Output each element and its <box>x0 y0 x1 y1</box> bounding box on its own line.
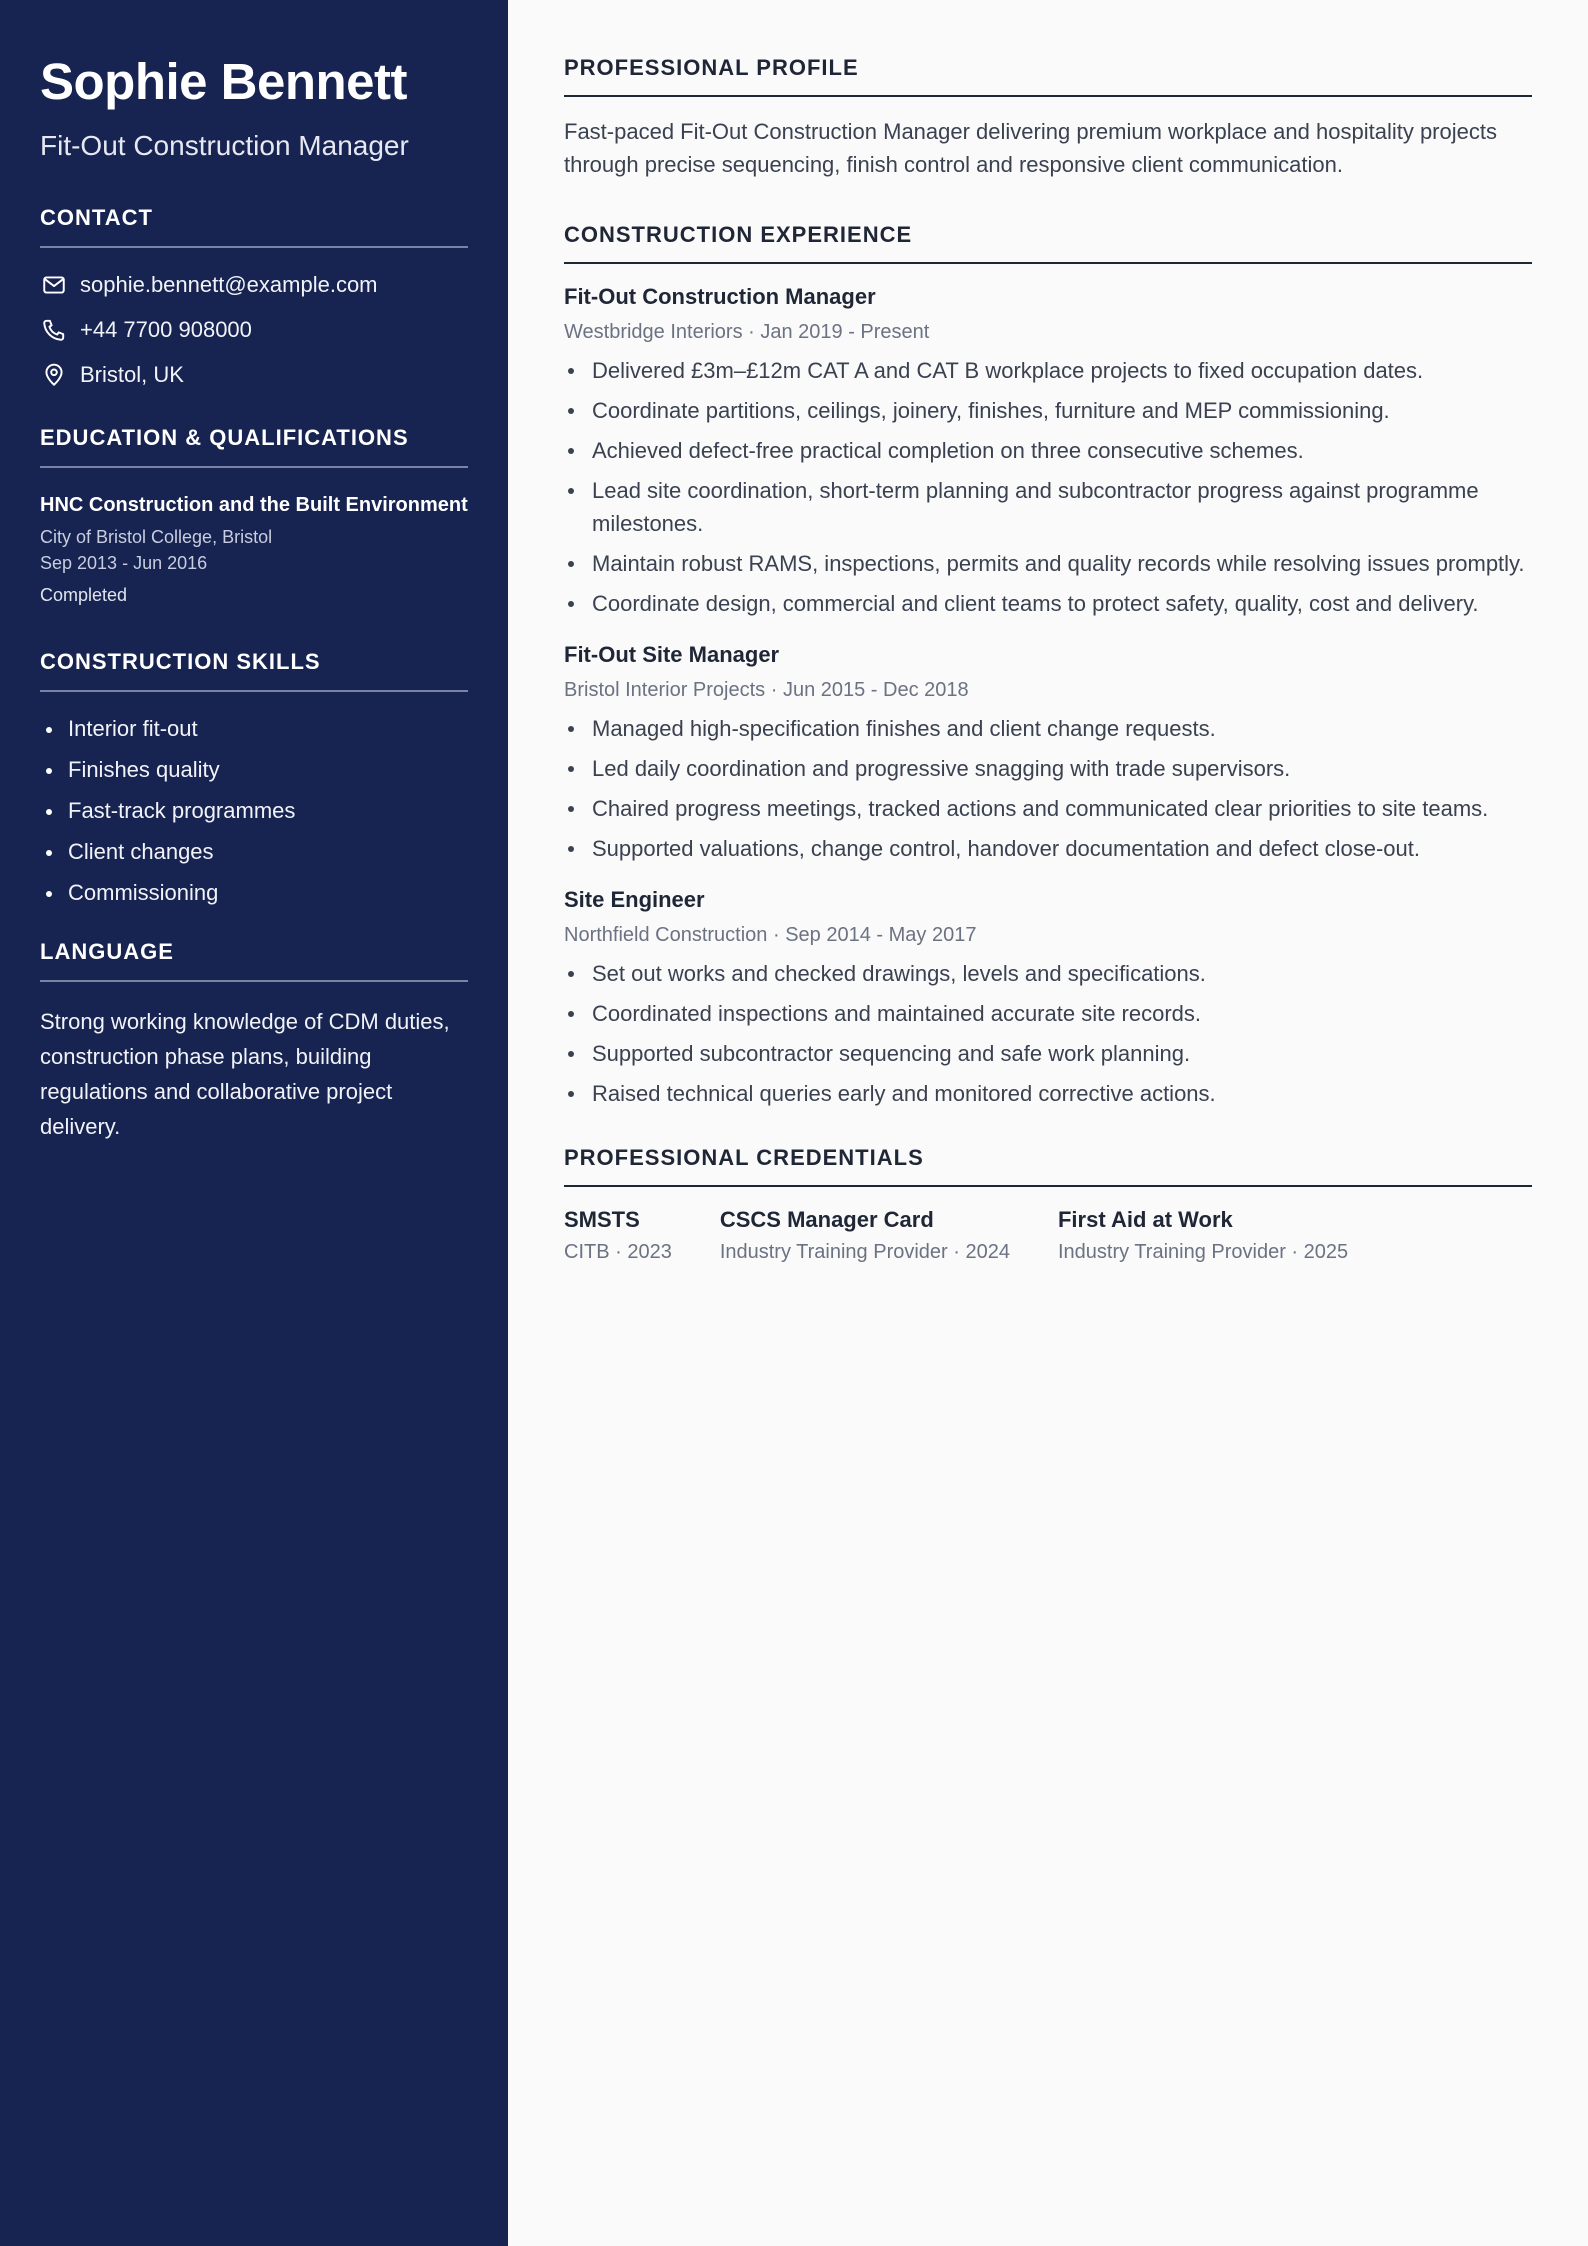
job-bullet: Raised technical queries early and monitored corrective actions. <box>564 1077 1532 1110</box>
job-title: Fit-Out Construction Manager <box>564 284 876 309</box>
skill-item: Client changes <box>40 837 468 867</box>
job-meta: Northfield Construction · Sep 2014 - May 2017 <box>564 924 977 946</box>
location-pin-icon <box>40 361 68 389</box>
contact-location-text: Bristol, UK <box>80 362 184 387</box>
skills-section <box>40 648 468 908</box>
job-bullet: Chaired progress meetings, tracked actions and communicated clear priorities to site teams. <box>564 792 1532 825</box>
job-entry <box>564 282 1532 620</box>
skills-heading: CONSTRUCTION SKILLS <box>40 648 468 692</box>
job-bullet: Led daily coordination and progressive snagging with trade supervisors. <box>564 752 1532 785</box>
job-title: Site Engineer <box>564 887 705 912</box>
job-bullet: Maintain robust RAMS, inspections, permits and quality records while resolving issues promptly. <box>564 547 1532 580</box>
credential-meta: Industry Training Provider · 2024 <box>719 1241 1010 1263</box>
education-heading: EDUCATION & QUALIFICATIONS <box>40 424 468 468</box>
profile-section <box>564 54 1532 181</box>
contact-heading: CONTACT <box>40 204 468 248</box>
skill-item: Commissioning <box>40 878 468 908</box>
job-meta: Westbridge Interiors · Jan 2019 - Present <box>564 321 930 343</box>
phone-icon <box>40 316 68 344</box>
credential-item <box>1058 1205 1348 1267</box>
contact-email[interactable] <box>40 270 468 300</box>
job-title: Fit-Out Site Manager <box>564 642 780 667</box>
job-entry <box>564 640 1532 865</box>
contact-location <box>40 360 468 390</box>
job-bullets <box>564 712 1532 865</box>
education-institution: City of Bristol College, Bristol <box>40 527 273 547</box>
profile-heading: PROFESSIONAL PROFILE <box>564 54 1532 97</box>
language-heading: LANGUAGE <box>40 938 468 982</box>
contact-email-text: sophie.bennett@example.com <box>80 272 378 297</box>
experience-section <box>564 221 1532 1110</box>
job-bullet: Lead site coordination, short-term planning and subcontractor progress against programme milestones. <box>564 474 1532 540</box>
job-bullet: Set out works and checked drawings, levels and specifications. <box>564 957 1532 990</box>
credential-meta: CITB · 2023 <box>564 1241 672 1263</box>
language-section <box>40 938 468 1144</box>
education-status: Completed <box>40 585 128 605</box>
job-bullets <box>564 354 1532 620</box>
job-bullets <box>564 957 1532 1110</box>
job-bullet: Supported valuations, change control, handover documentation and defect close-out. <box>564 832 1532 865</box>
mail-icon <box>40 271 68 299</box>
main-content <box>508 0 1588 2246</box>
credentials-list <box>564 1205 1532 1267</box>
job-bullet: Supported subcontractor sequencing and safe work planning. <box>564 1037 1532 1070</box>
profile-text: Fast-paced Fit-Out Construction Manager delivering premium workplace and hospitality projects through precise sequencing, finish control and responsive client communication. <box>564 119 1497 177</box>
contact-phone-text: +44 7700 908000 <box>80 317 252 342</box>
credentials-section <box>564 1144 1532 1267</box>
person-title: Fit-Out Construction Manager <box>40 130 409 161</box>
person-name: Sophie Bennett <box>40 53 408 110</box>
skill-item: Fast-track programmes <box>40 796 468 826</box>
job-meta: Bristol Interior Projects · Jun 2015 - Dec 2018 <box>564 679 969 701</box>
credential-item <box>720 1205 1010 1267</box>
credentials-heading: PROFESSIONAL CREDENTIALS <box>564 1144 1532 1187</box>
education-dates: Sep 2013 - Jun 2016 <box>40 553 208 573</box>
credential-name: First Aid at Work <box>1057 1207 1233 1232</box>
skill-item: Interior fit-out <box>40 714 468 744</box>
credential-item <box>564 1205 672 1267</box>
job-bullet: Achieved defect-free practical completion on three consecutive schemes. <box>564 434 1532 467</box>
skills-list <box>40 714 468 908</box>
credential-meta: Industry Training Provider · 2025 <box>1057 1241 1349 1263</box>
language-text: Strong working knowledge of CDM duties, construction phase plans, building regulations and collaborative project delivery. <box>40 1009 450 1139</box>
contact-section <box>40 204 468 390</box>
job-bullet: Coordinated inspections and maintained accurate site records. <box>564 997 1532 1030</box>
education-degree: HNC Construction and the Built Environment <box>40 494 468 516</box>
job-entry <box>564 885 1532 1110</box>
education-section <box>40 424 468 608</box>
job-bullet: Delivered £3m–£12m CAT A and CAT B workplace projects to fixed occupation dates. <box>564 354 1532 387</box>
job-bullet: Coordinate design, commercial and client teams to protect safety, quality, cost and delivery. <box>564 587 1532 620</box>
credential-name: CSCS Manager Card <box>719 1207 934 1232</box>
job-bullet: Managed high-specification finishes and client change requests. <box>564 712 1532 745</box>
sidebar <box>0 0 508 2246</box>
experience-heading: CONSTRUCTION EXPERIENCE <box>564 221 1532 264</box>
skill-item: Finishes quality <box>40 755 468 785</box>
credential-name: SMSTS <box>564 1207 640 1232</box>
contact-phone[interactable] <box>40 315 468 345</box>
job-bullet: Coordinate partitions, ceilings, joinery, finishes, furniture and MEP commissioning. <box>564 394 1532 427</box>
